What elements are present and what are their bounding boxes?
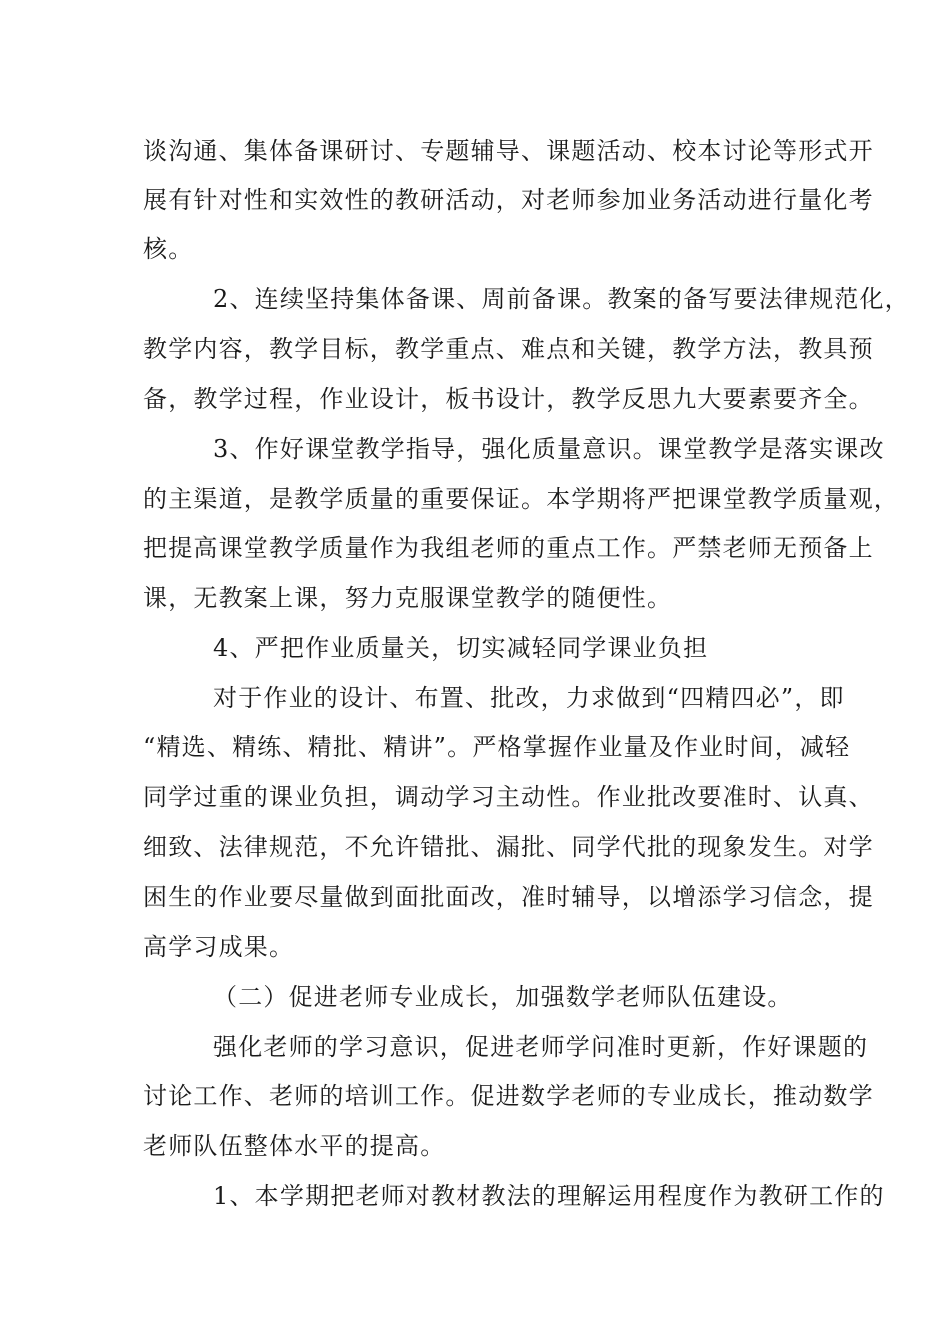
text-line: 教学内容，教学目标，教学重点、难点和关键，教学方法，教具预 — [143, 335, 874, 363]
text-line: 核。 — [143, 235, 194, 263]
text-line: 课，无教案上课，努力克服课堂教学的随便性。 — [143, 584, 673, 612]
paragraph-first-line: 2、连续坚持集体备课、周前备课。教案的备写要法律规范化， — [213, 285, 910, 313]
text-line: “精选、精练、精批、精讲”。严格掌握作业量及作业时间，减轻 — [143, 733, 851, 761]
text-line: 备，教学过程，作业设计，板书设计，教学反思九大要素要齐全。 — [143, 385, 874, 413]
text-line: 同学过重的课业负担，调动学习主动性。作业批改要准时、认真、 — [143, 783, 874, 811]
paragraph-first-line: 强化老师的学习意识，促进老师学问准时更新，作好课题的 — [213, 1033, 869, 1061]
text-line: 展有针对性和实效性的教研活动，对老师参加业务活动进行量化考 — [143, 186, 874, 214]
text-line: 高学习成果。 — [143, 933, 295, 961]
paragraph-first-line: 对于作业的设计、布置、批改，力求做到“四精四必”，即 — [213, 684, 845, 712]
paragraph-first-line: 1、本学期把老师对教材教法的理解运用程度作为教研工作的 — [213, 1182, 885, 1210]
paragraph-first-line: 3、作好课堂教学指导，强化质量意识。课堂教学是落实课改 — [213, 435, 885, 463]
text-line: 的主渠道，是教学质量的重要保证。本学期将严把课堂教学质量观， — [143, 485, 899, 513]
text-line: 谈沟通、集体备课研讨、专题辅导、课题活动、校本讨论等形式开 — [143, 137, 874, 165]
text-line: 困生的作业要尽量做到面批面改，准时辅导，以增添学习信念，提 — [143, 883, 874, 911]
text-line: 把提高课堂教学质量作为我组老师的重点工作。严禁老师无预备上 — [143, 534, 874, 562]
text-line: 讨论工作、老师的培训工作。促进数学老师的专业成长，推动数学 — [143, 1082, 874, 1110]
section-heading: 4、严把作业质量关，切实减轻同学课业负担 — [213, 634, 709, 662]
text-line: 细致、法律规范，不允许错批、漏批、同学代批的现象发生。对学 — [143, 833, 874, 861]
text-line: 老师队伍整体水平的提高。 — [143, 1132, 446, 1160]
section-heading: （二）促进老师专业成长，加强数学老师队伍建设。 — [213, 983, 793, 1011]
